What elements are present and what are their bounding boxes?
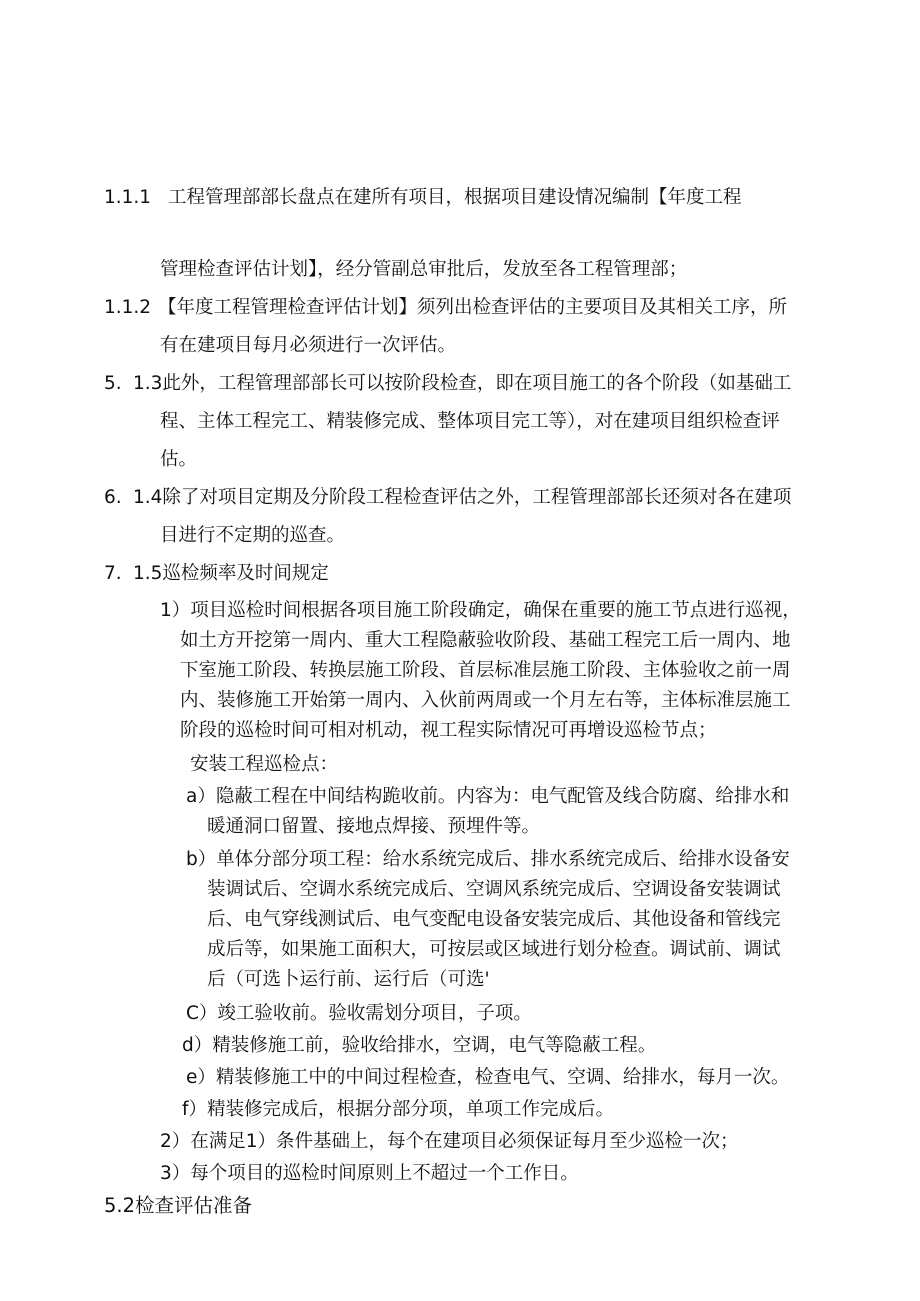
paragraph-line: 【年度工程管理检查评估计划】须列出检查评估的主要项目及其相关工序，所 — [158, 297, 788, 318]
paragraph-line: d）精装修施工前，验收给排水，空调，电气等隐蔽工程。 — [182, 1035, 657, 1056]
install-inspection-title: 安装工程巡检点： — [190, 754, 339, 775]
paragraph-line: 程、主体工程完工、精装修完成、整体项目完工等），对在建项目组织检查评 — [160, 411, 780, 432]
paragraph-line: 后、电气穿线测试后、电气变配电设备安装完成后、其他设备和管线完 — [207, 909, 781, 930]
paragraph-line: 工程管理部部长盘点在建所有项目，根据项目建设情况编制【年度工程 — [168, 187, 742, 208]
paragraph-line: 暖通洞口留置、接地点焊接、预埋件等。 — [207, 816, 541, 837]
paragraph-line: 后（可选卜运行前、运行后（可选' — [207, 969, 490, 990]
paragraph-line: 下室施工阶段、转换层施工阶段、首层标准层施工阶段、主体验收之前一周 — [180, 660, 791, 681]
paragraph-line: 2）在满足1）条件基础上，每个在建项目必须保证每月至少巡检一次； — [160, 1131, 739, 1152]
paragraph-line: 1.4除了对项目定期及分阶段工程检查评估之外，工程管理部部长还须对各在建项 — [133, 487, 792, 508]
section-number: 1.1.2 — [104, 297, 152, 318]
paragraph-line: e）精装修施工中的中间过程检查，检查电气、空调、给排水，每月一次。 — [186, 1067, 790, 1088]
paragraph-line: 估。 — [160, 449, 198, 470]
paragraph-line: 成后等，如果施工面积大，可按层或区域进行划分检查。调试前、调试 — [207, 939, 781, 960]
paragraph-line: f）精装修完成后，根据分部分项，单项工作完成后。 — [182, 1099, 615, 1120]
paragraph-line: 1）项目巡检时间根据各项目施工阶段确定，确保在重要的施工节点进行巡视， — [160, 600, 801, 621]
section-number: 1.1.1 — [104, 187, 152, 208]
paragraph-line: 如土方开挖第一周内、重大工程隐蔽验收阶段、基础工程完工后一周内、地 — [180, 630, 791, 651]
paragraph-line: C）竣工验收前。验收需划分项目，子项。 — [186, 1003, 532, 1024]
list-number: 6. — [104, 487, 122, 508]
paragraph-line: 3）每个项目的巡检时间原则上不超过一个工作日。 — [160, 1163, 579, 1184]
list-number: 7. — [104, 563, 122, 584]
paragraph-line: 有在建项目每月必须进行一次评估。 — [160, 335, 457, 356]
paragraph-line: 管理检查评估计划】，经分管副总审批后，发放至各工程管理部； — [160, 259, 688, 280]
paragraph-line: 内、装修施工开始第一周内、入伙前两周或一个月左右等，主体标准层施工 — [180, 690, 791, 711]
paragraph-line: 1.3此外，工程管理部部长可以按阶段检查，即在项目施工的各个阶段（如基础工 — [133, 373, 792, 394]
paragraph-line: 装调试后、空调水系统完成后、空调风系统完成后、空调设备安装调试 — [207, 879, 781, 900]
subsection-title: 1.5巡检频率及时间规定 — [133, 563, 329, 584]
paragraph-line: b）单体分部分项工程：给水系统完成后、排水系统完成后、给排水设备安 — [186, 849, 790, 870]
list-number: 5. — [104, 373, 122, 394]
paragraph-line: a）隐蔽工程在中间结构跪收前。内容为：电气配管及线合防腐、给排水和 — [186, 786, 790, 807]
paragraph-line: 阶段的巡检时间可相对机动，视工程实际情况可再增设巡检节点； — [180, 720, 717, 741]
section-heading: 5.2检查评估准备 — [104, 1194, 253, 1217]
paragraph-line: 目进行不定期的巡查。 — [160, 525, 346, 546]
